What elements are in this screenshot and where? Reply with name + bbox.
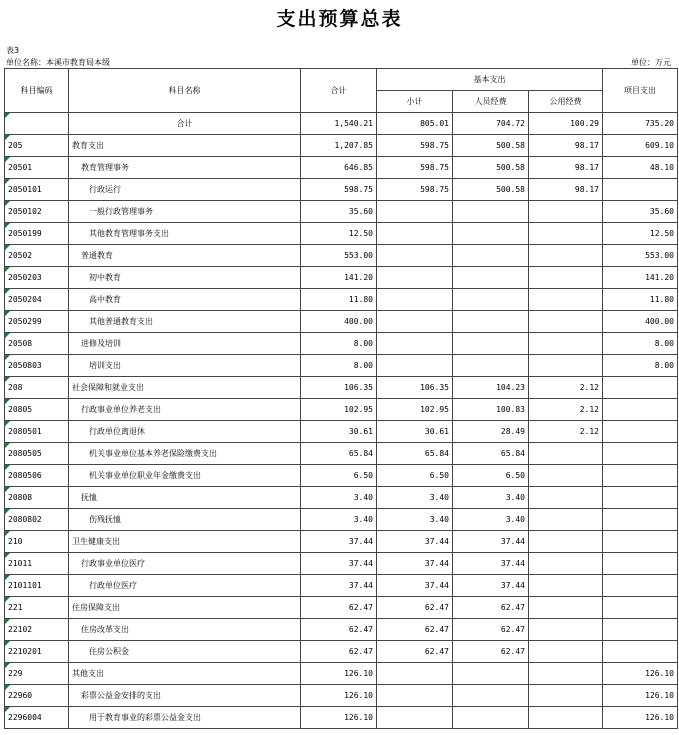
cell-total: 3.40 bbox=[301, 509, 377, 531]
cell-name: 行政事业单位养老支出 bbox=[69, 399, 301, 421]
cell-project bbox=[603, 179, 678, 201]
cell-project bbox=[603, 509, 678, 531]
cell-personnel: 104.23 bbox=[453, 377, 529, 399]
cell-personnel bbox=[453, 245, 529, 267]
page-title: 支出预算总表 bbox=[276, 8, 403, 30]
cell-code: 20808 bbox=[5, 487, 69, 509]
cell-name: 一般行政管理事务 bbox=[69, 201, 301, 223]
cell-project: 735.20 bbox=[603, 113, 678, 135]
cell-code: 2050203 bbox=[5, 267, 69, 289]
cell-name: 培训支出 bbox=[69, 355, 301, 377]
cell-code: 2080501 bbox=[5, 421, 69, 443]
table-row bbox=[5, 553, 678, 575]
cell-code: 2101101 bbox=[5, 575, 69, 597]
cell-total: 400.00 bbox=[301, 311, 377, 333]
cell-project: 35.60 bbox=[603, 201, 678, 223]
table-row bbox=[5, 597, 678, 619]
cell-personnel: 65.84 bbox=[453, 443, 529, 465]
cell-total: 8.00 bbox=[301, 333, 377, 355]
cell-subtotal bbox=[377, 333, 453, 355]
cell-project: 609.10 bbox=[603, 135, 678, 157]
cell-public bbox=[529, 311, 603, 333]
table-body bbox=[5, 113, 678, 729]
cell-subtotal: 37.44 bbox=[377, 531, 453, 553]
table-row bbox=[5, 443, 678, 465]
cell-personnel bbox=[453, 201, 529, 223]
cell-personnel bbox=[453, 223, 529, 245]
cell-project: 126.10 bbox=[603, 685, 678, 707]
cell-project bbox=[603, 465, 678, 487]
cell-project bbox=[603, 553, 678, 575]
cell-subtotal: 106.35 bbox=[377, 377, 453, 399]
cell-subtotal bbox=[377, 245, 453, 267]
cell-name: 初中教育 bbox=[69, 267, 301, 289]
table-row bbox=[5, 223, 678, 245]
header-personnel: 人员经费 bbox=[453, 91, 529, 113]
cell-public bbox=[529, 685, 603, 707]
cell-subtotal: 102.95 bbox=[377, 399, 453, 421]
cell-project bbox=[603, 531, 678, 553]
header-total: 合计 bbox=[301, 69, 377, 113]
table-row bbox=[5, 663, 678, 685]
header-public: 公用经费 bbox=[529, 91, 603, 113]
table-row bbox=[5, 311, 678, 333]
cell-public bbox=[529, 201, 603, 223]
cell-code: 2210201 bbox=[5, 641, 69, 663]
cell-name: 住房保障支出 bbox=[69, 597, 301, 619]
cell-total: 37.44 bbox=[301, 575, 377, 597]
cell-public bbox=[529, 597, 603, 619]
cell-name: 其他教育管理事务支出 bbox=[69, 223, 301, 245]
table-row bbox=[5, 685, 678, 707]
table-row bbox=[5, 135, 678, 157]
table-row bbox=[5, 619, 678, 641]
cell-code: 20805 bbox=[5, 399, 69, 421]
cell-subtotal: 62.47 bbox=[377, 641, 453, 663]
cell-project: 553.00 bbox=[603, 245, 678, 267]
table-row bbox=[5, 399, 678, 421]
cell-code: 20501 bbox=[5, 157, 69, 179]
table-row bbox=[5, 267, 678, 289]
cell-code: 2080505 bbox=[5, 443, 69, 465]
cell-project bbox=[603, 619, 678, 641]
cell-project bbox=[603, 597, 678, 619]
table-row bbox=[5, 201, 678, 223]
cell-subtotal bbox=[377, 267, 453, 289]
table-row bbox=[5, 641, 678, 663]
cell-total: 37.44 bbox=[301, 553, 377, 575]
cell-code: 2080506 bbox=[5, 465, 69, 487]
cell-project bbox=[603, 443, 678, 465]
cell-subtotal bbox=[377, 707, 453, 729]
cell-total: 126.10 bbox=[301, 663, 377, 685]
cell-name: 机关事业单位基本养老保险缴费支出 bbox=[69, 443, 301, 465]
cell-subtotal: 37.44 bbox=[377, 553, 453, 575]
cell-total: 65.84 bbox=[301, 443, 377, 465]
table-row bbox=[5, 157, 678, 179]
cell-total: 102.95 bbox=[301, 399, 377, 421]
cell-personnel: 37.44 bbox=[453, 553, 529, 575]
cell-code: 2050101 bbox=[5, 179, 69, 201]
header-subtotal: 小计 bbox=[377, 91, 453, 113]
cell-subtotal: 62.47 bbox=[377, 597, 453, 619]
cell-public: 98.17 bbox=[529, 179, 603, 201]
cell-public bbox=[529, 575, 603, 597]
cell-public bbox=[529, 267, 603, 289]
cell-personnel bbox=[453, 311, 529, 333]
cell-total: 11.80 bbox=[301, 289, 377, 311]
cell-public bbox=[529, 641, 603, 663]
cell-personnel bbox=[453, 355, 529, 377]
table-row bbox=[5, 289, 678, 311]
cell-public: 98.17 bbox=[529, 157, 603, 179]
cell-code: 2050299 bbox=[5, 311, 69, 333]
cell-total: 35.60 bbox=[301, 201, 377, 223]
cell-code: 2050102 bbox=[5, 201, 69, 223]
cell-name: 合计 bbox=[69, 113, 301, 135]
cell-personnel bbox=[453, 663, 529, 685]
cell-subtotal: 65.84 bbox=[377, 443, 453, 465]
cell-personnel bbox=[453, 685, 529, 707]
cell-name: 其他支出 bbox=[69, 663, 301, 685]
cell-name: 行政事业单位医疗 bbox=[69, 553, 301, 575]
cell-code: 210 bbox=[5, 531, 69, 553]
cell-project: 126.10 bbox=[603, 707, 678, 729]
cell-project bbox=[603, 641, 678, 663]
table-row bbox=[5, 377, 678, 399]
cell-name: 高中教育 bbox=[69, 289, 301, 311]
cell-code: 229 bbox=[5, 663, 69, 685]
cell-name: 抚恤 bbox=[69, 487, 301, 509]
cell-project bbox=[603, 487, 678, 509]
cell-personnel: 37.44 bbox=[453, 575, 529, 597]
cell-total: 141.20 bbox=[301, 267, 377, 289]
header-code: 科目编码 bbox=[5, 69, 69, 113]
table-number: 表3 bbox=[6, 46, 20, 55]
cell-code: 2050199 bbox=[5, 223, 69, 245]
cell-subtotal bbox=[377, 289, 453, 311]
cell-subtotal: 598.75 bbox=[377, 157, 453, 179]
cell-total: 8.00 bbox=[301, 355, 377, 377]
cell-code: 22102 bbox=[5, 619, 69, 641]
cell-subtotal: 805.01 bbox=[377, 113, 453, 135]
cell-personnel: 37.44 bbox=[453, 531, 529, 553]
cell-subtotal: 3.40 bbox=[377, 487, 453, 509]
header-name: 科目名称 bbox=[69, 69, 301, 113]
cell-total: 553.00 bbox=[301, 245, 377, 267]
cell-public: 2.12 bbox=[529, 377, 603, 399]
cell-code: 205 bbox=[5, 135, 69, 157]
table-row bbox=[5, 333, 678, 355]
cell-subtotal bbox=[377, 355, 453, 377]
cell-code: 20502 bbox=[5, 245, 69, 267]
table-row bbox=[5, 179, 678, 201]
cell-total: 3.40 bbox=[301, 487, 377, 509]
cell-subtotal bbox=[377, 685, 453, 707]
cell-total: 62.47 bbox=[301, 619, 377, 641]
cell-code: 21011 bbox=[5, 553, 69, 575]
cell-name: 住房改革支出 bbox=[69, 619, 301, 641]
table-row bbox=[5, 575, 678, 597]
cell-total: 126.10 bbox=[301, 707, 377, 729]
cell-name: 伤残抚恤 bbox=[69, 509, 301, 531]
total-row bbox=[5, 113, 678, 135]
cell-project: 400.00 bbox=[603, 311, 678, 333]
header-basic: 基本支出 bbox=[377, 69, 603, 91]
cell-code: 2296004 bbox=[5, 707, 69, 729]
cell-public bbox=[529, 531, 603, 553]
cell-total: 106.35 bbox=[301, 377, 377, 399]
cell-public bbox=[529, 223, 603, 245]
cell-name: 社会保障和就业支出 bbox=[69, 377, 301, 399]
cell-total: 1,207.85 bbox=[301, 135, 377, 157]
table-row bbox=[5, 245, 678, 267]
cell-total: 126.10 bbox=[301, 685, 377, 707]
cell-personnel: 62.47 bbox=[453, 619, 529, 641]
cell-project: 12.50 bbox=[603, 223, 678, 245]
table-row bbox=[5, 487, 678, 509]
cell-subtotal bbox=[377, 223, 453, 245]
cell-total: 62.47 bbox=[301, 641, 377, 663]
cell-total: 6.50 bbox=[301, 465, 377, 487]
cell-subtotal: 598.75 bbox=[377, 179, 453, 201]
cell-project: 11.80 bbox=[603, 289, 678, 311]
cell-name: 教育管理事务 bbox=[69, 157, 301, 179]
cell-public: 2.12 bbox=[529, 421, 603, 443]
cell-personnel: 3.40 bbox=[453, 487, 529, 509]
cell-public bbox=[529, 333, 603, 355]
cell-subtotal: 37.44 bbox=[377, 575, 453, 597]
cell-subtotal: 6.50 bbox=[377, 465, 453, 487]
cell-code: 2080802 bbox=[5, 509, 69, 531]
cell-personnel bbox=[453, 289, 529, 311]
table-row bbox=[5, 465, 678, 487]
cell-total: 62.47 bbox=[301, 597, 377, 619]
cell-project: 141.20 bbox=[603, 267, 678, 289]
cell-public: 2.12 bbox=[529, 399, 603, 421]
cell-code bbox=[5, 113, 69, 135]
cell-name: 教育支出 bbox=[69, 135, 301, 157]
cell-name: 普通教育 bbox=[69, 245, 301, 267]
table-row bbox=[5, 421, 678, 443]
unit-name: 单位名称：本溪市教育局本级 bbox=[6, 58, 110, 67]
cell-public bbox=[529, 355, 603, 377]
cell-subtotal bbox=[377, 201, 453, 223]
cell-name: 行政单位医疗 bbox=[69, 575, 301, 597]
cell-personnel bbox=[453, 707, 529, 729]
cell-public bbox=[529, 443, 603, 465]
cell-public bbox=[529, 245, 603, 267]
header-project: 项目支出 bbox=[603, 69, 678, 113]
cell-name: 用于教育事业的彩票公益金支出 bbox=[69, 707, 301, 729]
cell-project bbox=[603, 399, 678, 421]
cell-project bbox=[603, 377, 678, 399]
cell-personnel: 28.49 bbox=[453, 421, 529, 443]
cell-public bbox=[529, 487, 603, 509]
cell-name: 其他普通教育支出 bbox=[69, 311, 301, 333]
cell-total: 1,540.21 bbox=[301, 113, 377, 135]
cell-personnel: 500.58 bbox=[453, 179, 529, 201]
cell-subtotal: 598.75 bbox=[377, 135, 453, 157]
cell-public bbox=[529, 619, 603, 641]
cell-code: 221 bbox=[5, 597, 69, 619]
table-row bbox=[5, 509, 678, 531]
cell-public bbox=[529, 289, 603, 311]
cell-project: 8.00 bbox=[603, 333, 678, 355]
cell-subtotal: 62.47 bbox=[377, 619, 453, 641]
cell-code: 208 bbox=[5, 377, 69, 399]
cell-public bbox=[529, 663, 603, 685]
table-row bbox=[5, 355, 678, 377]
cell-project: 126.10 bbox=[603, 663, 678, 685]
cell-public bbox=[529, 707, 603, 729]
cell-project bbox=[603, 575, 678, 597]
cell-personnel: 3.40 bbox=[453, 509, 529, 531]
cell-subtotal: 30.61 bbox=[377, 421, 453, 443]
cell-public: 98.17 bbox=[529, 135, 603, 157]
cell-project: 8.00 bbox=[603, 355, 678, 377]
cell-subtotal: 3.40 bbox=[377, 509, 453, 531]
cell-subtotal bbox=[377, 311, 453, 333]
cell-name: 行政单位离退休 bbox=[69, 421, 301, 443]
cell-code: 2050204 bbox=[5, 289, 69, 311]
cell-name: 彩票公益金安排的支出 bbox=[69, 685, 301, 707]
cell-personnel: 62.47 bbox=[453, 641, 529, 663]
cell-public bbox=[529, 509, 603, 531]
cell-total: 30.61 bbox=[301, 421, 377, 443]
table-row bbox=[5, 707, 678, 729]
cell-subtotal bbox=[377, 663, 453, 685]
cell-name: 卫生健康支出 bbox=[69, 531, 301, 553]
cell-name: 住房公积金 bbox=[69, 641, 301, 663]
cell-total: 37.44 bbox=[301, 531, 377, 553]
cell-public bbox=[529, 553, 603, 575]
cell-code: 20508 bbox=[5, 333, 69, 355]
cell-personnel: 62.47 bbox=[453, 597, 529, 619]
cell-total: 646.85 bbox=[301, 157, 377, 179]
cell-personnel: 704.72 bbox=[453, 113, 529, 135]
cell-personnel: 100.83 bbox=[453, 399, 529, 421]
cell-personnel bbox=[453, 267, 529, 289]
cell-personnel bbox=[453, 333, 529, 355]
cell-total: 598.75 bbox=[301, 179, 377, 201]
cell-name: 机关事业单位职业年金缴费支出 bbox=[69, 465, 301, 487]
cell-name: 进修及培训 bbox=[69, 333, 301, 355]
cell-public: 100.29 bbox=[529, 113, 603, 135]
cell-personnel: 500.58 bbox=[453, 157, 529, 179]
cell-code: 2050803 bbox=[5, 355, 69, 377]
expenditure-budget-table bbox=[4, 68, 678, 729]
cell-personnel: 500.58 bbox=[453, 135, 529, 157]
cell-project: 48.10 bbox=[603, 157, 678, 179]
unit-label: 单位：万元 bbox=[631, 58, 671, 67]
cell-code: 22960 bbox=[5, 685, 69, 707]
cell-total: 12.50 bbox=[301, 223, 377, 245]
cell-public bbox=[529, 465, 603, 487]
cell-personnel: 6.50 bbox=[453, 465, 529, 487]
cell-name: 行政运行 bbox=[69, 179, 301, 201]
cell-project bbox=[603, 421, 678, 443]
table-row bbox=[5, 531, 678, 553]
